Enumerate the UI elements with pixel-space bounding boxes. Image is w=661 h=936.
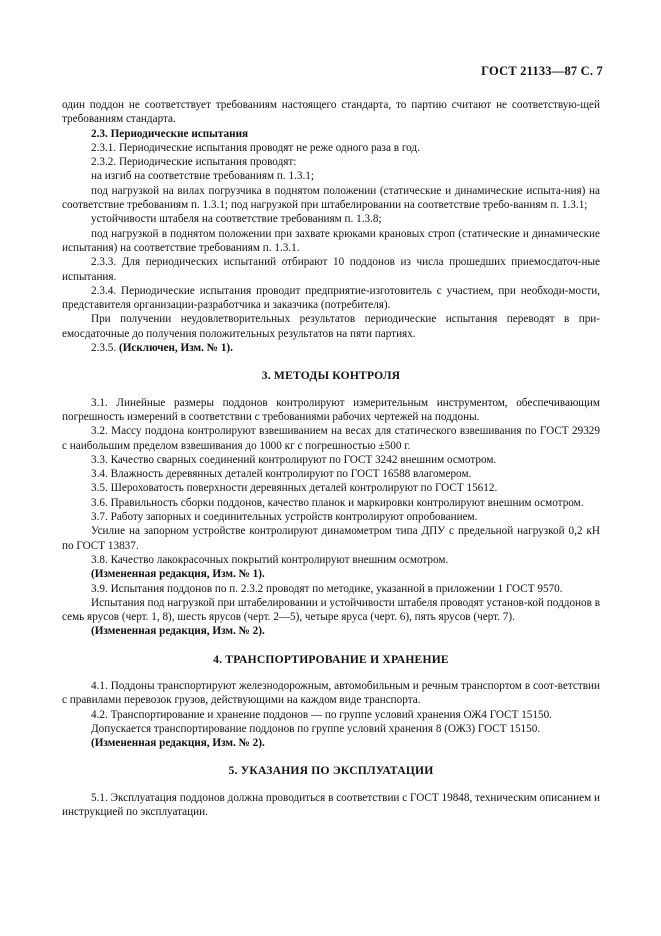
paragraph: 3.6. Правильность сборки поддонов, качество планок и маркировки контролируют внешним осмотром.	[91, 496, 584, 509]
paragraph: 5.1. Эксплуатация поддонов должна проводиться в соответствии с ГОСТ 19848, техническим описанием и инструкцией по эксплуатации.	[62, 791, 600, 819]
amendment-note: (Измененная редакция, Изм. № 2).	[91, 625, 265, 638]
paragraph: 3.8. Качество лакокрасочных покрытий контролируют внешним осмотром.	[91, 553, 449, 566]
paragraph: Допускается транспортирование поддонов по группе условий хранения 8 (ОЖ3) ГОСТ 15150.	[91, 722, 541, 735]
paragraph: При получении неудовлетворительных результатов периодические испытания переводят в при-емосдаточные до получения положительных результатов на пяти партиях.	[62, 313, 600, 340]
paragraph: Испытания под нагрузкой при штабелировании и устойчивости штабеля проводят установ-кой поддонов в семь ярусов (черт. 1, 8), шесть ярусов (черт. 2—5), четыре яруса (черт. 6), пять ярусов (черт. 7).	[62, 596, 600, 624]
paragraph: на изгиб на соответствие требованиям п. 1.3.1;	[91, 170, 314, 183]
paragraph: 3.4. Влажность деревянных деталей контролируют по ГОСТ 16588 влагомером.	[91, 468, 472, 481]
paragraph: 2.3.4. Периодические испытания проводит предприятие-изготовитель с участием, при необходи-мости, представителя организации-разработчика и заказчика (потребителя).	[62, 284, 600, 312]
paragraph: один поддон не соответствует требованиям настоящего стандарта, то партию считают не соответствую-щей требованиям стандарта.	[62, 99, 600, 126]
paragraph: устойчивости штабеля на соответствие требованиям п. 1.3.8;	[91, 213, 382, 226]
paragraph: 3.7. Работу запорных и соединительных устройств контролируют опробованием.	[91, 511, 478, 524]
paragraph: 4.2. Транспортирование и хранение поддонов — по группе условий хранения ОЖ4 ГОСТ 15150.	[91, 708, 552, 721]
amendment-note: (Измененная редакция, Изм. № 2).	[91, 737, 265, 750]
paragraph: 2.3.1. Периодические испытания проводят не реже одного раза в год.	[91, 141, 420, 154]
paragraph: 2.3.3. Для периодических испытаний отбирают 10 поддонов из числа прошедших приемосдаточ-ные испытания.	[62, 256, 600, 283]
subsection-heading: 2.3. Периодические испытания	[91, 127, 249, 140]
paragraph: 3.9. Испытания поддонов по п. 2.3.2 проводят по методике, указанной в приложении 1 ГОСТ 9570.	[91, 582, 563, 595]
paragraph: 3.2. Массу поддона контролируют взвешиванием на весах для статического взвешивания по ГОСТ 29329 с наибольшим пределом взвешивания до 1000 кг с погрешностью ±500 г.	[62, 425, 600, 452]
paragraph: 2.3.2. Периодические испытания проводят:	[91, 156, 297, 169]
document-body	[62, 98, 600, 819]
paragraph: Усилие на запорном устройстве контролируют динамометром типа ДПУ с предельной нагрузкой 0,2 кН по ГОСТ 13837.	[62, 525, 600, 552]
clause-number: 2.3.5.	[91, 342, 117, 355]
amendment-note: (Измененная редакция, Изм. № 1).	[91, 568, 265, 581]
paragraph: 3.5. Шероховатость поверхности деревянных деталей контролируют по ГОСТ 15612.	[91, 482, 498, 495]
section-heading: 3. МЕТОДЫ КОНТРОЛЯ	[261, 369, 401, 383]
section-heading: 4. ТРАНСПОРТИРОВАНИЕ И ХРАНЕНИЕ	[213, 652, 449, 666]
paragraph: под нагрузкой в поднятом положении при захвате крюками крановых строп (статические и динамические испытания) на соответствие требованиям п. 1.3.1.	[62, 227, 600, 254]
section-heading: 5. УКАЗАНИЯ ПО ЭКСПЛУАТАЦИИ	[228, 764, 434, 778]
paragraph: под нагрузкой на вилах погрузчика в поднятом положении (статические и динамические испыта-ния) на соответствие требованиям п. 1.3.1; под нагрузкой при штабелировании на соответствие требо-ваниям п. 1.3.1;	[62, 184, 600, 212]
paragraph	[62, 341, 600, 355]
paragraph: 4.1. Поддоны транспортируют железнодорожным, автомобильным и речным транспортом в соот-ветствии с правилами перевозок грузов, действующими на каждом виде транспорта.	[62, 679, 600, 707]
page-header: ГОСТ 21133—87 С. 7	[481, 64, 603, 78]
paragraph: 3.3. Качество сварных соединений контролируют по ГОСТ 3242 внешним осмотром.	[91, 453, 497, 466]
amendment-note: (Исключен, Изм. № 1).	[118, 342, 233, 355]
paragraph: 3.1. Линейные размеры поддонов контролируют измерительным инструментом, обеспечивающим погрешность измерений в соответствии с требованиями рабочих чертежей на поддоны.	[62, 396, 600, 423]
